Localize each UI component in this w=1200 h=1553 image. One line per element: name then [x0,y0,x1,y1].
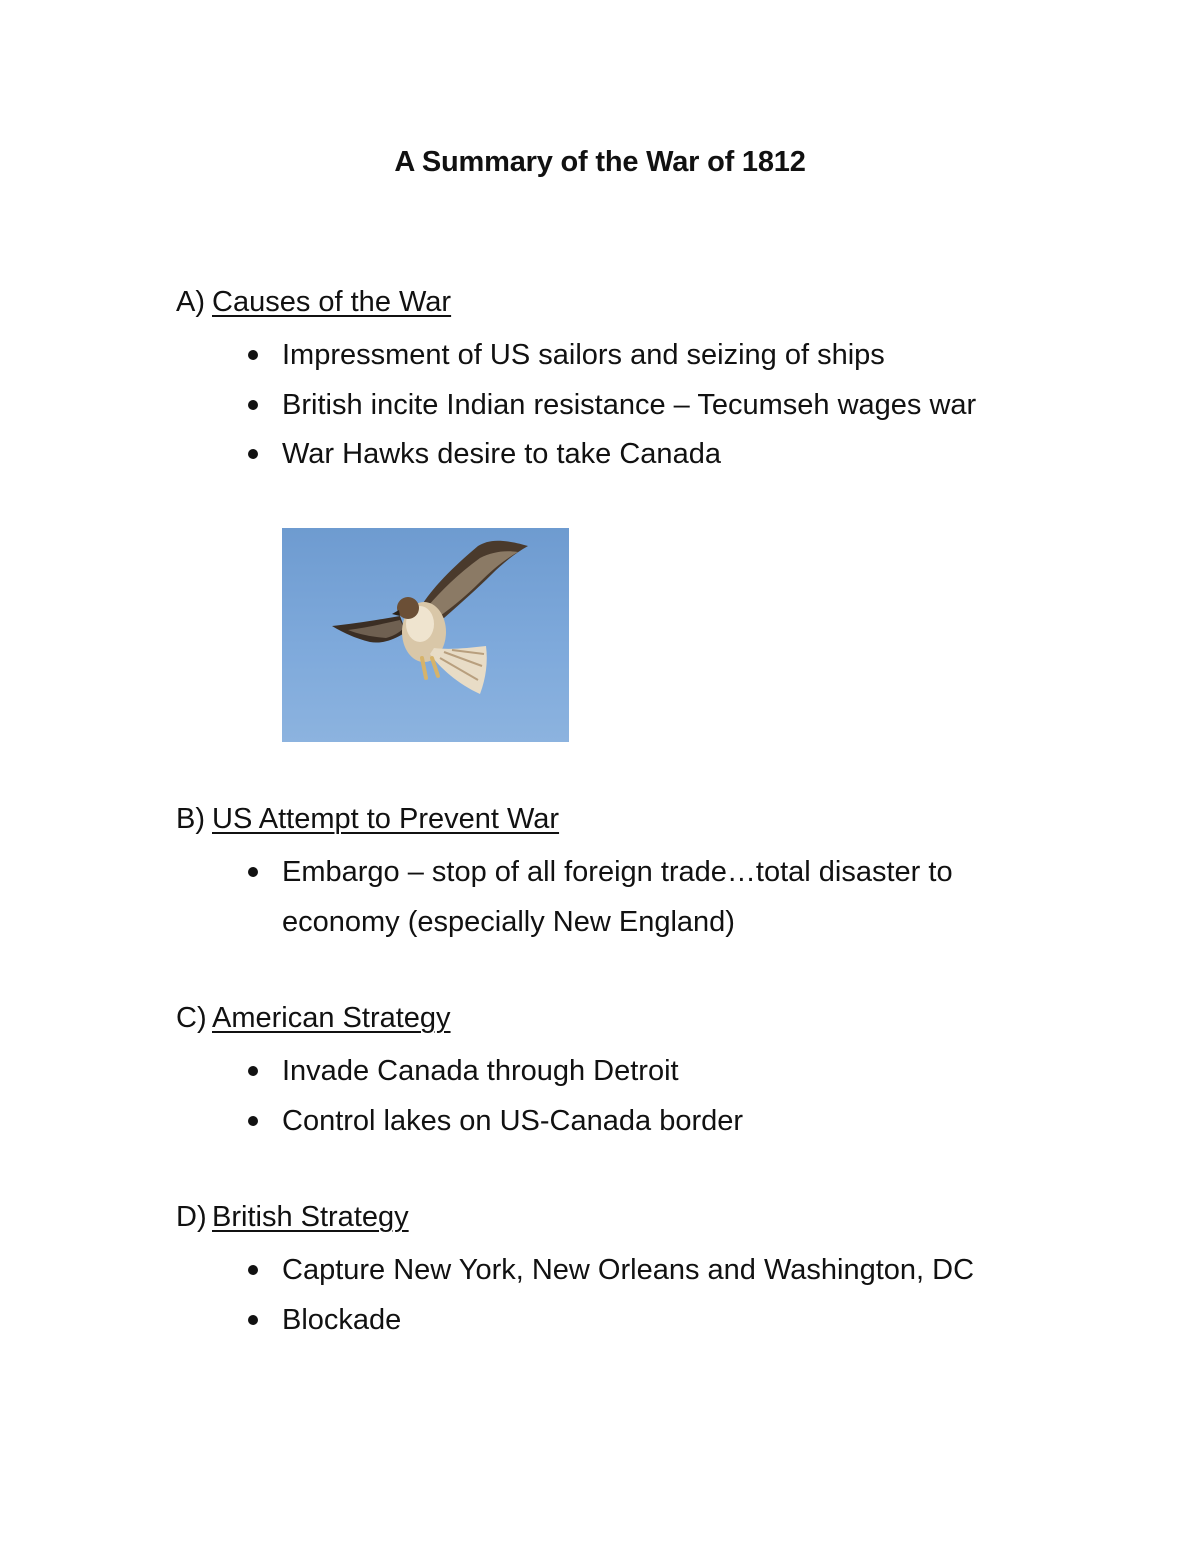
bullet-list [176,1246,1136,1345]
bullet-list [176,848,1136,947]
section-american-strategy [176,998,1136,1146]
section-heading [176,1197,1136,1237]
list-item [176,381,1136,431]
list-item-text: Capture New York, New Orleans and Washington, DC [282,1254,975,1286]
section-letter: D) [176,1201,207,1233]
section-prevent-war [176,799,1136,947]
hawk-photo [282,528,569,742]
section-letter: C) [176,1002,207,1034]
section-letter: A) [176,286,205,318]
section-title: Causes of the War [212,286,452,318]
section-heading [176,998,1136,1038]
list-item [176,331,1136,381]
hawk-icon [282,528,569,742]
list-item-text: Embargo – stop of all foreign trade…total disaster to economy (especially New England) [282,856,953,938]
list-item-text: Impressment of US sailors and seizing of ships [282,339,885,371]
section-title: American Strategy [212,1002,451,1034]
list-item [176,1047,1136,1097]
list-item [176,848,1042,947]
section-title: British Strategy [212,1201,409,1233]
list-item-text: Control lakes on US-Canada border [282,1104,744,1137]
bullet-icon [248,1315,258,1325]
list-item-text: British incite Indian resistance – Tecumseh wages war [282,388,977,421]
section-letter: B) [176,803,205,835]
list-item-text: War Hawks desire to take Canada [282,438,721,470]
page-title: A Summary of the War of 1812 [394,146,806,178]
bullet-icon [248,1116,258,1126]
list-item [176,1097,1136,1147]
bullet-icon [248,1066,258,1076]
bullet-list [176,1047,1136,1146]
section-causes [176,282,1136,480]
bullet-icon [248,350,258,360]
section-heading [176,799,1136,839]
list-item [176,1246,1136,1296]
list-item [176,430,1136,480]
bullet-icon [248,1265,258,1275]
list-item [176,1296,1136,1346]
hawk-head [397,597,419,619]
section-title: US Attempt to Prevent War [212,803,560,835]
bullet-icon [248,867,258,877]
section-british-strategy [176,1197,1136,1345]
bullet-list [176,331,1136,480]
list-item-text: Blockade [282,1303,402,1336]
section-heading [176,282,1136,322]
bullet-icon [248,449,258,459]
bullet-icon [248,400,258,410]
list-item-text: Invade Canada through Detroit [282,1055,679,1087]
